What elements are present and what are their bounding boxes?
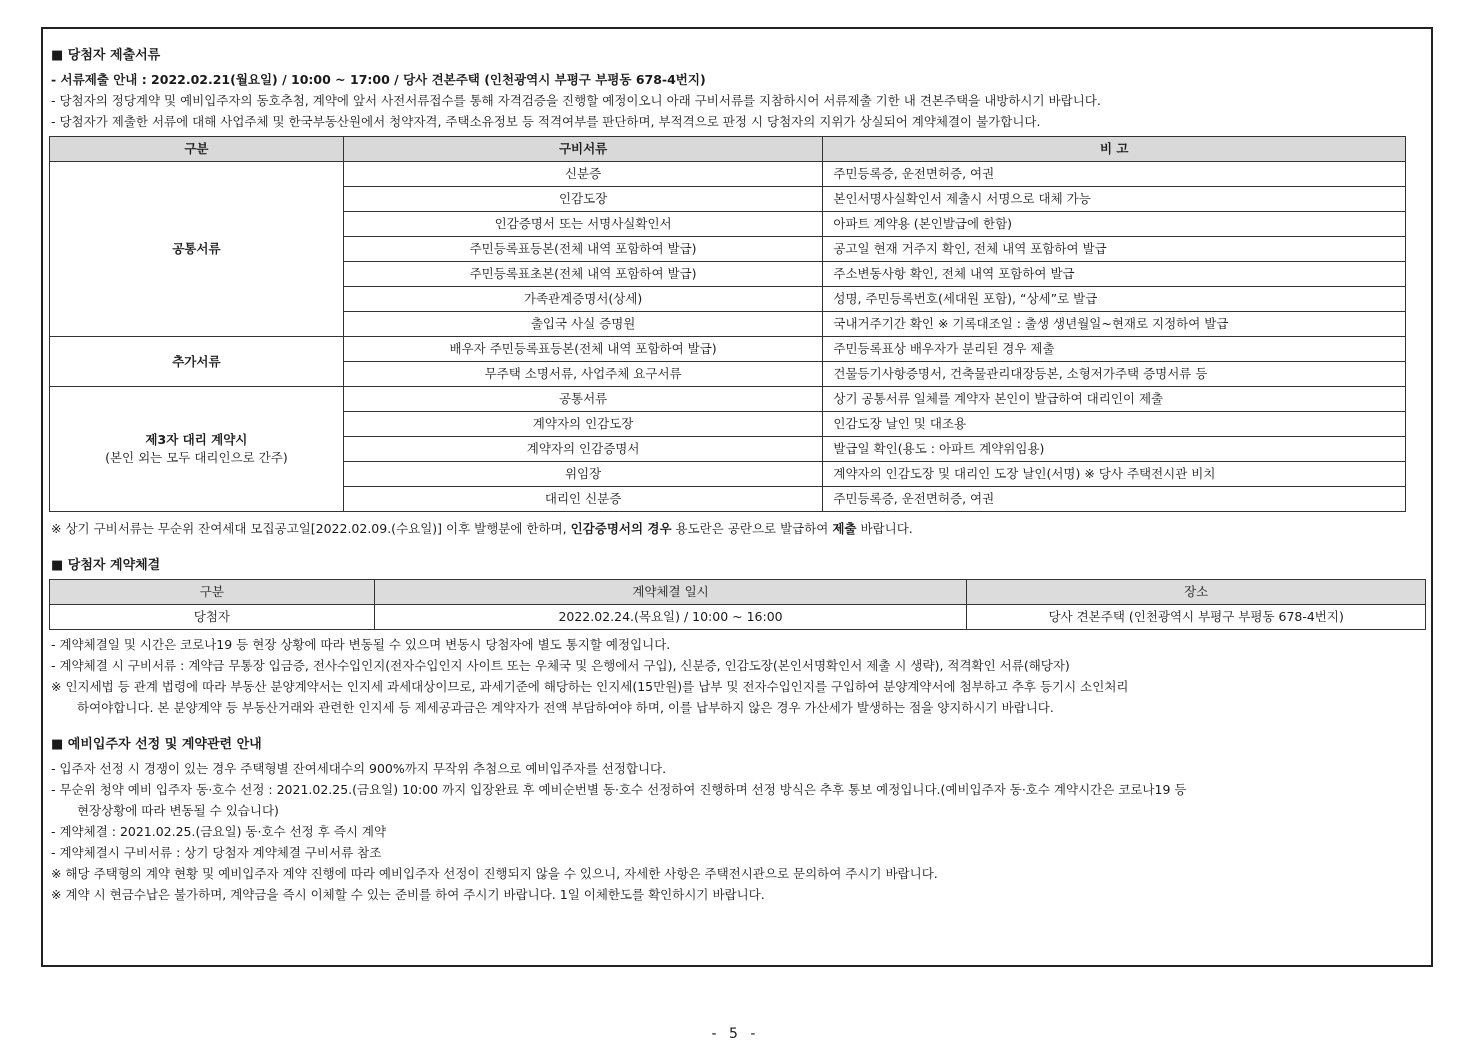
waitlist-line: ※ 해당 주택형의 계약 현황 및 예비입주자 계약 진행에 따라 예비입주자 선정이 진행되지 않을 수 있으니, 자세한 사항은 주택전시관으로 문의하여 주시기 바랍니다. — [51, 866, 938, 881]
submission-line: - 당첨자가 제출한 서류에 대해 사업주체 및 한국부동산원에서 청약자격, 주택소유정보 등 적격여부를 판단하며, 부적격으로 판정 시 당첨자의 지위가 상실되어 계약체결이 불가합니다. — [51, 114, 1041, 129]
group-label-cell — [50, 337, 344, 387]
remark-cell: 국내거주기간 확인 ※ 기록대조일 : 출생 생년월일~현재로 지정하여 발급 — [823, 312, 1406, 337]
header-category: 구분 — [50, 580, 375, 605]
submission-notice: - 서류제출 안내 : 2022.02.21(월요일) / 10:00 ~ 17:00 / 당사 견본주택 (인천광역시 부평구 부평동 678-4번지) — [51, 72, 706, 87]
document-cell: 계약자의 인감증명서 — [343, 437, 823, 462]
waitlist-line: 현장상황에 따라 변동될 수 있습니다) — [77, 803, 279, 818]
remark-cell: 본인서명사실확인서 제출시 서명으로 대체 가능 — [823, 187, 1406, 212]
group-label: 공통서류 — [172, 241, 221, 256]
header-documents: 구비서류 — [343, 137, 823, 162]
waitlist-line: - 입주자 선정 시 경쟁이 있는 경우 주택형별 잔여세대수의 900%까지 무작위 추첨으로 예비입주자를 선정합니다. — [51, 761, 667, 776]
group-label: 제3자 대리 계약시 — [145, 432, 248, 447]
remark-cell: 주민등록표상 배우자가 분리된 경우 제출 — [823, 337, 1406, 362]
footnote-part: 바랍니다. — [856, 521, 913, 536]
submission-line: - 당첨자의 정당계약 및 예비입주자의 동호추첨, 계약에 앞서 사전서류접수를 통해 자격검증을 진행할 예정이오니 아래 구비서류를 지참하시어 서류제출 기한 내 견본주택을 내방하시기 바랍니다. — [51, 93, 1101, 108]
document-cell: 주민등록표초본(전체 내역 포함하여 발급) — [343, 262, 823, 287]
table-row — [50, 387, 1406, 412]
remark-cell: 주소변동사항 확인, 전체 내역 포함하여 발급 — [823, 262, 1406, 287]
table-header-row — [50, 137, 1406, 162]
cell-place: 당사 견본주택 (인천광역시 부평구 부평동 678-4번지) — [967, 605, 1426, 630]
waitlist-line: - 무순위 청약 예비 입주자 동·호수 선정 : 2021.02.25.(금요일) 10:00 까지 입장완료 후 예비순번별 동·호수 선정하여 진행하며 선정 방식은 추후 통보 예정입니다.(예비입주자 동·호수 계약시간은 코로나19 등 — [51, 782, 1187, 797]
document-cell: 배우자 주민등록표등본(전체 내역 포함하여 발급) — [343, 337, 823, 362]
group-label-cell — [50, 387, 344, 512]
remark-cell: 건물등기사항증명서, 건축물관리대장등본, 소형저가주택 증명서류 등 — [823, 362, 1406, 387]
footnote-part: ※ 상기 구비서류는 무순위 잔여세대 모집공고일[2022.02.09.(수요일)] 이후 발행분에 한하며, — [51, 521, 571, 536]
contract-line: ※ 인지세법 등 관계 법령에 따라 부동산 분양계약서는 인지세 과세대상이므로, 과세기준에 해당하는 인지세(15만원)를 납부 및 전자수입인지를 구입하여 분양계약서에 첨부하고 추후 등기시 소인처리 — [51, 679, 1129, 694]
document-frame — [41, 27, 1433, 967]
table-row — [50, 337, 1406, 362]
footnote-part: 용도란은 공란으로 발급하여 — [671, 521, 833, 536]
footnote-bold: 인감증명서의 경우 — [570, 521, 672, 536]
document-cell: 대리인 신분증 — [343, 487, 823, 512]
document-cell: 위임장 — [343, 462, 823, 487]
group-label: 추가서류 — [172, 353, 221, 369]
remark-cell: 주민등록증, 운전면허증, 여권 — [823, 162, 1406, 187]
waitlist-line: ※ 계약 시 현금수납은 불가하며, 계약금을 즉시 이체할 수 있는 준비를 하여 주시기 바랍니다. 1일 이체한도를 확인하시기 바랍니다. — [51, 887, 765, 902]
remark-cell: 인감도장 날인 및 대조용 — [823, 412, 1406, 437]
remark-cell: 주민등록증, 운전면허증, 여권 — [823, 487, 1406, 512]
section-title-waitlist: ■ 예비입주자 선정 및 계약관련 안내 — [51, 737, 262, 752]
page-number: - 5 - — [711, 1026, 760, 1042]
contract-line: - 계약체결일 및 시간은 코로나19 등 현장 상황에 따라 변동될 수 있으며 변동시 당첨자에 별도 통지할 예정입니다. — [51, 637, 671, 652]
table-row — [50, 162, 1406, 187]
table-header-row — [50, 580, 1426, 605]
waitlist-line: - 계약체결시 구비서류 : 상기 당첨자 계약체결 구비서류 참조 — [51, 845, 382, 860]
document-cell: 인감증명서 또는 서명사실확인서 — [343, 212, 823, 237]
cell-category: 당첨자 — [50, 605, 375, 630]
cell-datetime: 2022.02.24.(목요일) / 10:00 ~ 16:00 — [374, 605, 967, 630]
contract-table — [49, 579, 1426, 630]
remark-cell: 아파트 계약용 (본인발급에 한함) — [823, 212, 1406, 237]
document-cell: 신분증 — [343, 162, 823, 187]
documents-table — [49, 136, 1406, 512]
header-category: 구분 — [50, 137, 344, 162]
document-cell: 인감도장 — [343, 187, 823, 212]
group-sublabel: (본인 외는 모두 대리인으로 간주) — [105, 450, 288, 465]
contract-line: - 계약체결 시 구비서류 : 계약금 무통장 입금증, 전사수입인지(전자수입인지 사이트 또는 우체국 및 은행에서 구입), 신분증, 인감도장(본인서명확인서 제출 시 생략), 적격확인 서류(해당자) — [51, 658, 1070, 673]
waitlist-line: - 계약체결 : 2021.02.25.(금요일) 동·호수 선정 후 즉시 계약 — [51, 824, 387, 839]
footnote-bold: 제출 — [832, 521, 857, 536]
remark-cell: 상기 공통서류 일체를 계약자 본인이 발급하여 대리인이 제출 — [823, 387, 1406, 412]
remark-cell: 발급일 확인(용도 : 아파트 계약위임용) — [823, 437, 1406, 462]
remark-cell: 계약자의 인감도장 및 대리인 도장 날인(서명) ※ 당사 주택전시관 비치 — [823, 462, 1406, 487]
document-cell: 공통서류 — [343, 387, 823, 412]
documents-footnote — [51, 518, 1423, 539]
contract-line: 하여야합니다. 본 분양계약 등 부동산거래와 관련한 인지세 등 제세공과금은 계약자가 전액 부담하여야 하며, 이를 납부하지 않은 경우 가산세가 발생하는 점을 양지하시기 바랍니다. — [77, 700, 1054, 715]
header-datetime: 계약체결 일시 — [374, 580, 967, 605]
remark-cell: 성명, 주민등록번호(세대원 포함), “상세”로 발급 — [823, 287, 1406, 312]
section-title-submission: ■ 당첨자 제출서류 — [51, 48, 161, 63]
header-place: 장소 — [967, 580, 1426, 605]
header-remarks: 비 고 — [823, 137, 1406, 162]
document-cell: 가족관계증명서(상세) — [343, 287, 823, 312]
document-content — [51, 47, 1423, 905]
remark-cell: 공고일 현재 거주지 확인, 전체 내역 포함하여 발급 — [823, 237, 1406, 262]
group-label-cell — [50, 162, 344, 337]
document-cell: 주민등록표등본(전체 내역 포함하여 발급) — [343, 237, 823, 262]
document-cell: 무주택 소명서류, 사업주체 요구서류 — [343, 362, 823, 387]
section-title-contract: ■ 당첨자 계약체결 — [51, 558, 161, 573]
document-cell: 출입국 사실 증명원 — [343, 312, 823, 337]
document-cell: 계약자의 인감도장 — [343, 412, 823, 437]
table-row — [50, 605, 1426, 630]
